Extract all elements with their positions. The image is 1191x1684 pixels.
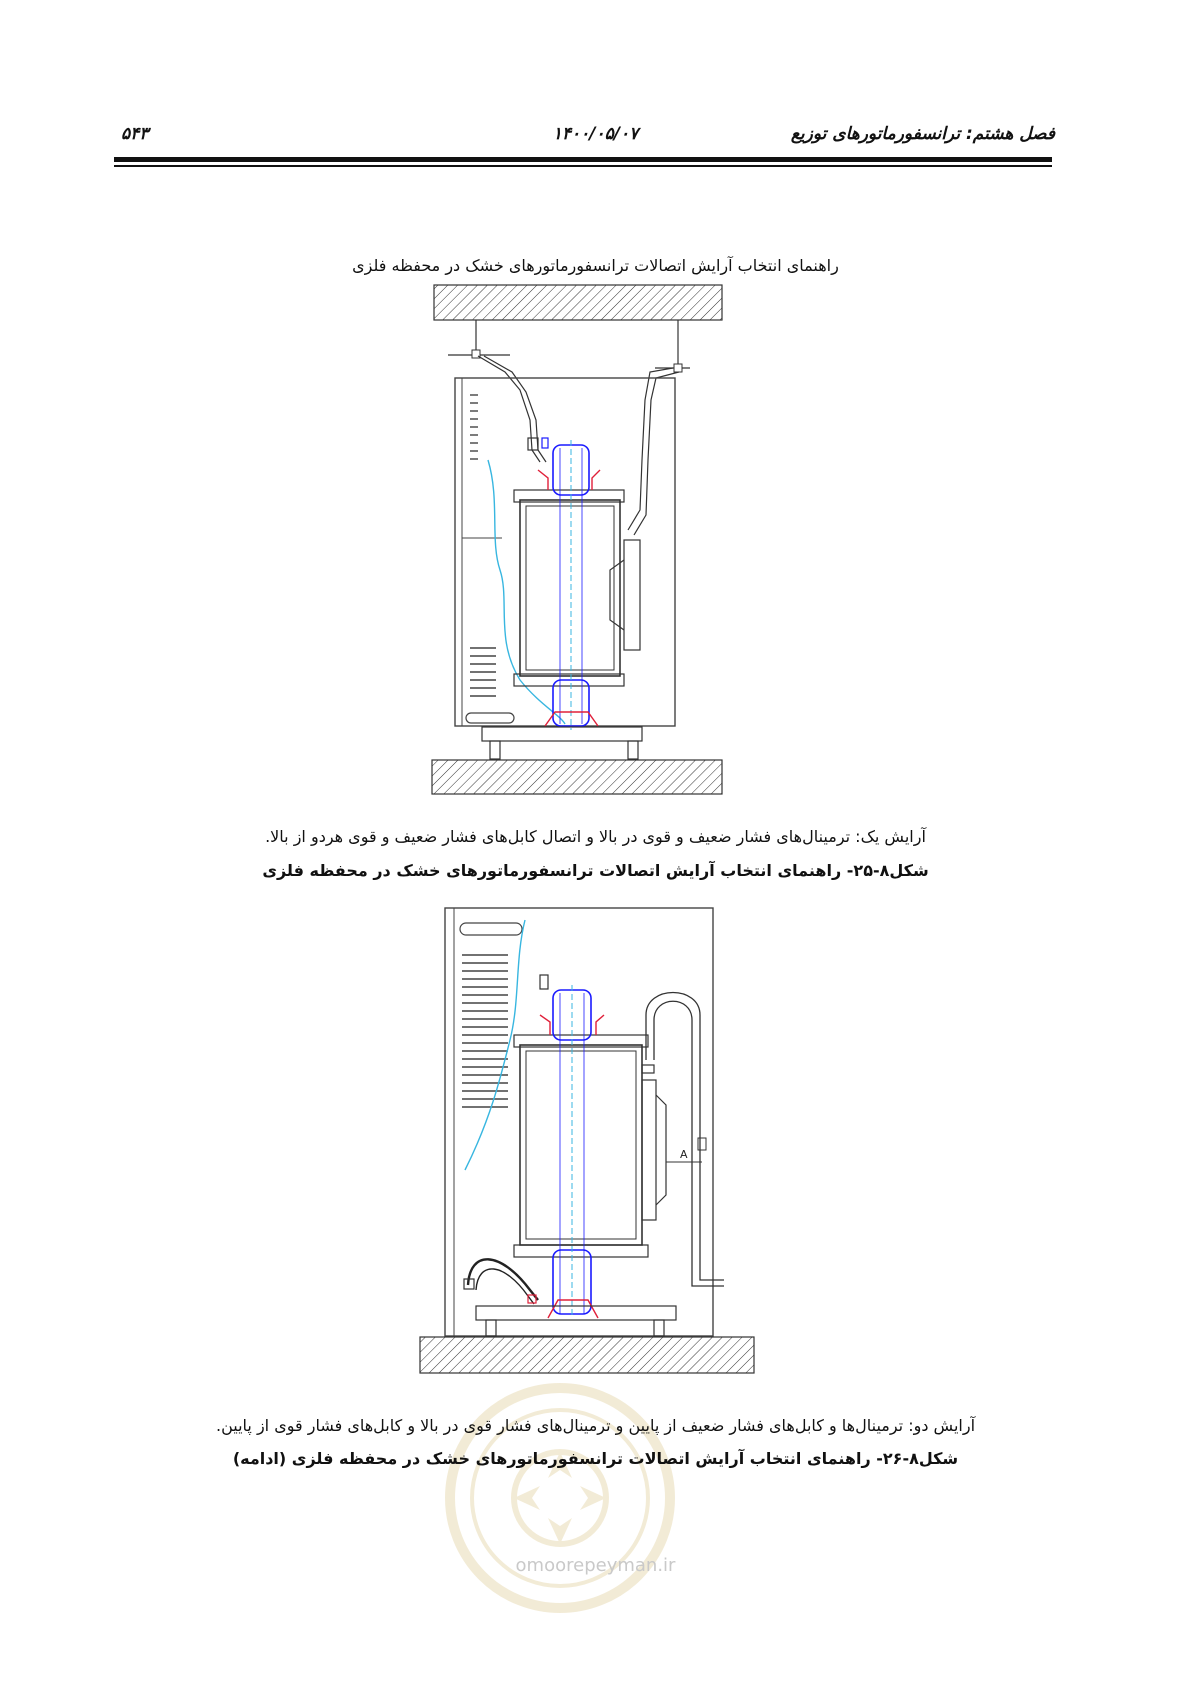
watermark-seal-icon [440, 1378, 680, 1618]
figure1-description: آرایش یک: ترمینال‌های فشار ضعیف و قوی در بالا و اتصال کابل‌های فشار ضعیف و قوی هردو از بالا. [265, 827, 926, 846]
figure1-title: راهنمای انتخاب آرایش اتصالات ترانسفورماتورهای خشک در محفظه فلزی [352, 256, 839, 275]
transformer-core [520, 1045, 642, 1245]
watermark-url: omoorepeyman.ir [515, 1555, 676, 1576]
floor-slab [420, 1337, 754, 1373]
header-date: ۱۴۰۰/۰۵/۰۷ [552, 124, 639, 144]
figure2-caption: شکل۸-۲۶- راهنمای انتخاب آرایش اتصالات ترانسفورماتورهای خشک در محفظه فلزی (ادامه) [232, 1449, 959, 1468]
chapter-title: فصل هشتم: ترانسفورماتورهای توزیع [790, 124, 1055, 144]
vent-grille-top [462, 955, 508, 1107]
dimension-label: A [680, 1148, 688, 1161]
page-number: ۵۴۳ [121, 124, 149, 144]
figure1-caption: شکل۸-۲۵- راهنمای انتخاب آرایش اتصالات ترانسفورماتورهای خشک در محفظه فلزی [262, 861, 929, 880]
figure2-description: آرایش دو: ترمینال‌ها و کابل‌های فشار ضعیف از پایین و ترمینال‌های فشار قوی در بالا و کابل‌های فشار قوی از پایین. [215, 1416, 976, 1435]
